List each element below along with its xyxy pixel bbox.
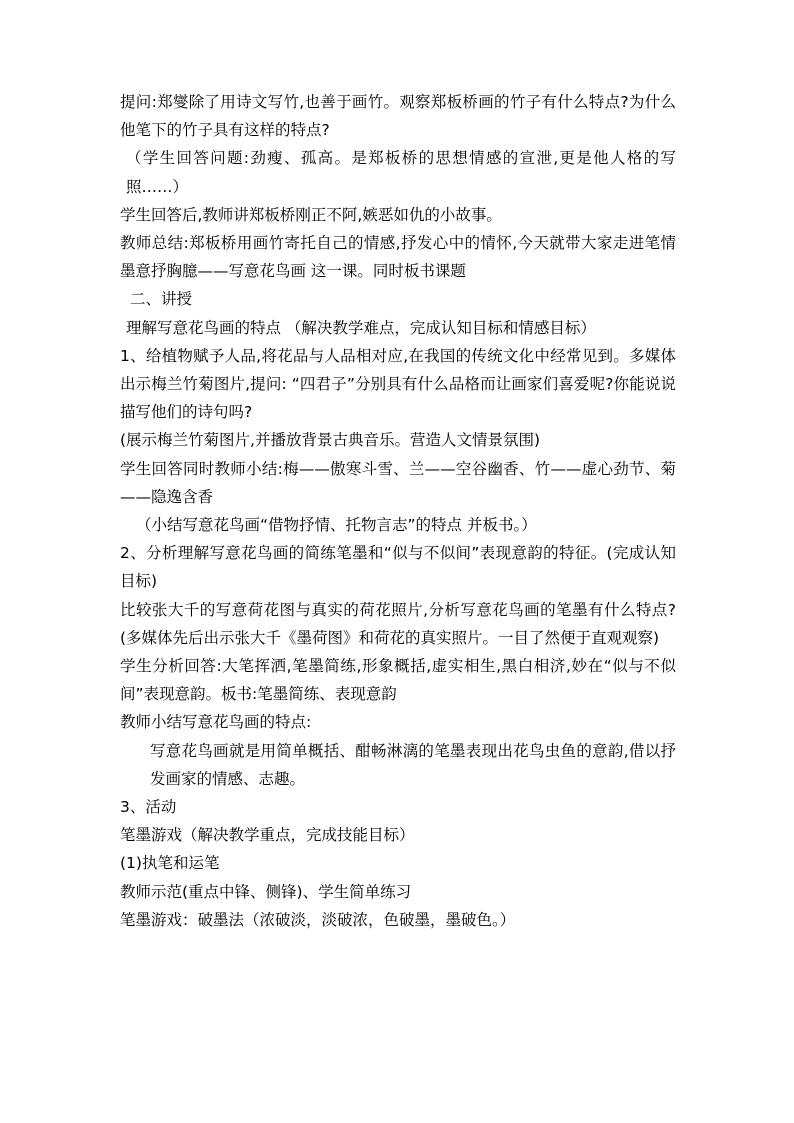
paragraph-item-1: 1、给植物赋予人品,将花品与人品相对应,在我国的传统文化中经常见到。多媒体出示梅兰竹菊图片,提问: “四君子”分别具有什么品格而让画家们喜爱呢?你能说说描写他们的诗句吗? (120, 346, 676, 422)
paragraph-four-gentlemen: 学生回答同时教师小结:梅——傲寒斗雪、兰——空谷幽香、竹——虚心劲节、菊——隐逸含香 (120, 459, 676, 506)
paragraph-teacher-summary: 教师总结:郑板桥用画竹寄托自己的情感,抒发心中的情怀,今天就带大家走进笔情墨意抒胸臆——写意花鸟画 这一课。同时板书课题 (120, 234, 676, 281)
paragraph-student-analysis: 学生分析回答:大笔挥洒,笔墨简练,形象概括,虚实相生,黑白相济,妙在“似与不似间”表现意韵。板书:笔墨简练、表现意韵 (120, 657, 676, 704)
paragraph-brush-holding: (1)执笔和运笔 (120, 854, 220, 873)
paragraph-student-answer: （学生回答问题:劲瘦、孤高。是郑板桥的思想情感的宣泄,更是他人格的写照……） (126, 149, 676, 196)
paragraph-item-3: 3、活动 (120, 798, 177, 817)
section-heading-teaching: 二、讲授 (130, 290, 193, 309)
paragraph-summary-features: （小结写意花鸟画“借物抒情、托物言志”的特点 并板书。） (136, 516, 537, 535)
paragraph-understanding-features: 理解写意花鸟画的特点 （解决教学难点，完成认知目标和情感目标） (126, 318, 596, 337)
paragraph-definition: 写意花鸟画就是用简单概括、酣畅淋漓的笔墨表现出花鸟虫鱼的意韵,借以抒发画家的情感、志趣。 (150, 741, 676, 788)
paragraph-item-2: 2、分析理解写意花鸟画的简练笔墨和“似与不似间”表现意韵的特征。(完成认知目标) (120, 544, 676, 591)
paragraph-compare-lotus: 比较张大千的写意荷花图与真实的荷花照片,分析写意花鸟画的笔墨有什么特点?(多媒体先后出示张大千《墨荷图》和荷花的真实照片。一目了然便于直观观察) (120, 600, 676, 647)
document-page (120, 88, 676, 934)
paragraph-show-images: (展示梅兰竹菊图片,并播放背景古典音乐。营造人文情景氛围) (120, 431, 541, 450)
paragraph-ink-game: 笔墨游戏（解决教学重点，完成技能目标） (120, 826, 415, 845)
paragraph-teacher-features: 教师小结写意花鸟画的特点: (120, 713, 312, 732)
paragraph-broken-ink: 笔墨游戏：破墨法（浓破淡，淡破浓，色破墨，墨破色。） (120, 910, 516, 929)
paragraph-teacher-demo: 教师示范(重点中锋、侧锋)、学生简单练习 (120, 882, 412, 901)
paragraph-question-bamboo: 提问:郑燮除了用诗文写竹,也善于画竹。观察郑板桥画的竹子有什么特点?为什么他笔下的竹子具有这样的特点? (120, 93, 676, 140)
paragraph-teacher-story: 学生回答后,教师讲郑板桥刚正不阿,嫉恶如仇的小故事。 (120, 205, 502, 224)
